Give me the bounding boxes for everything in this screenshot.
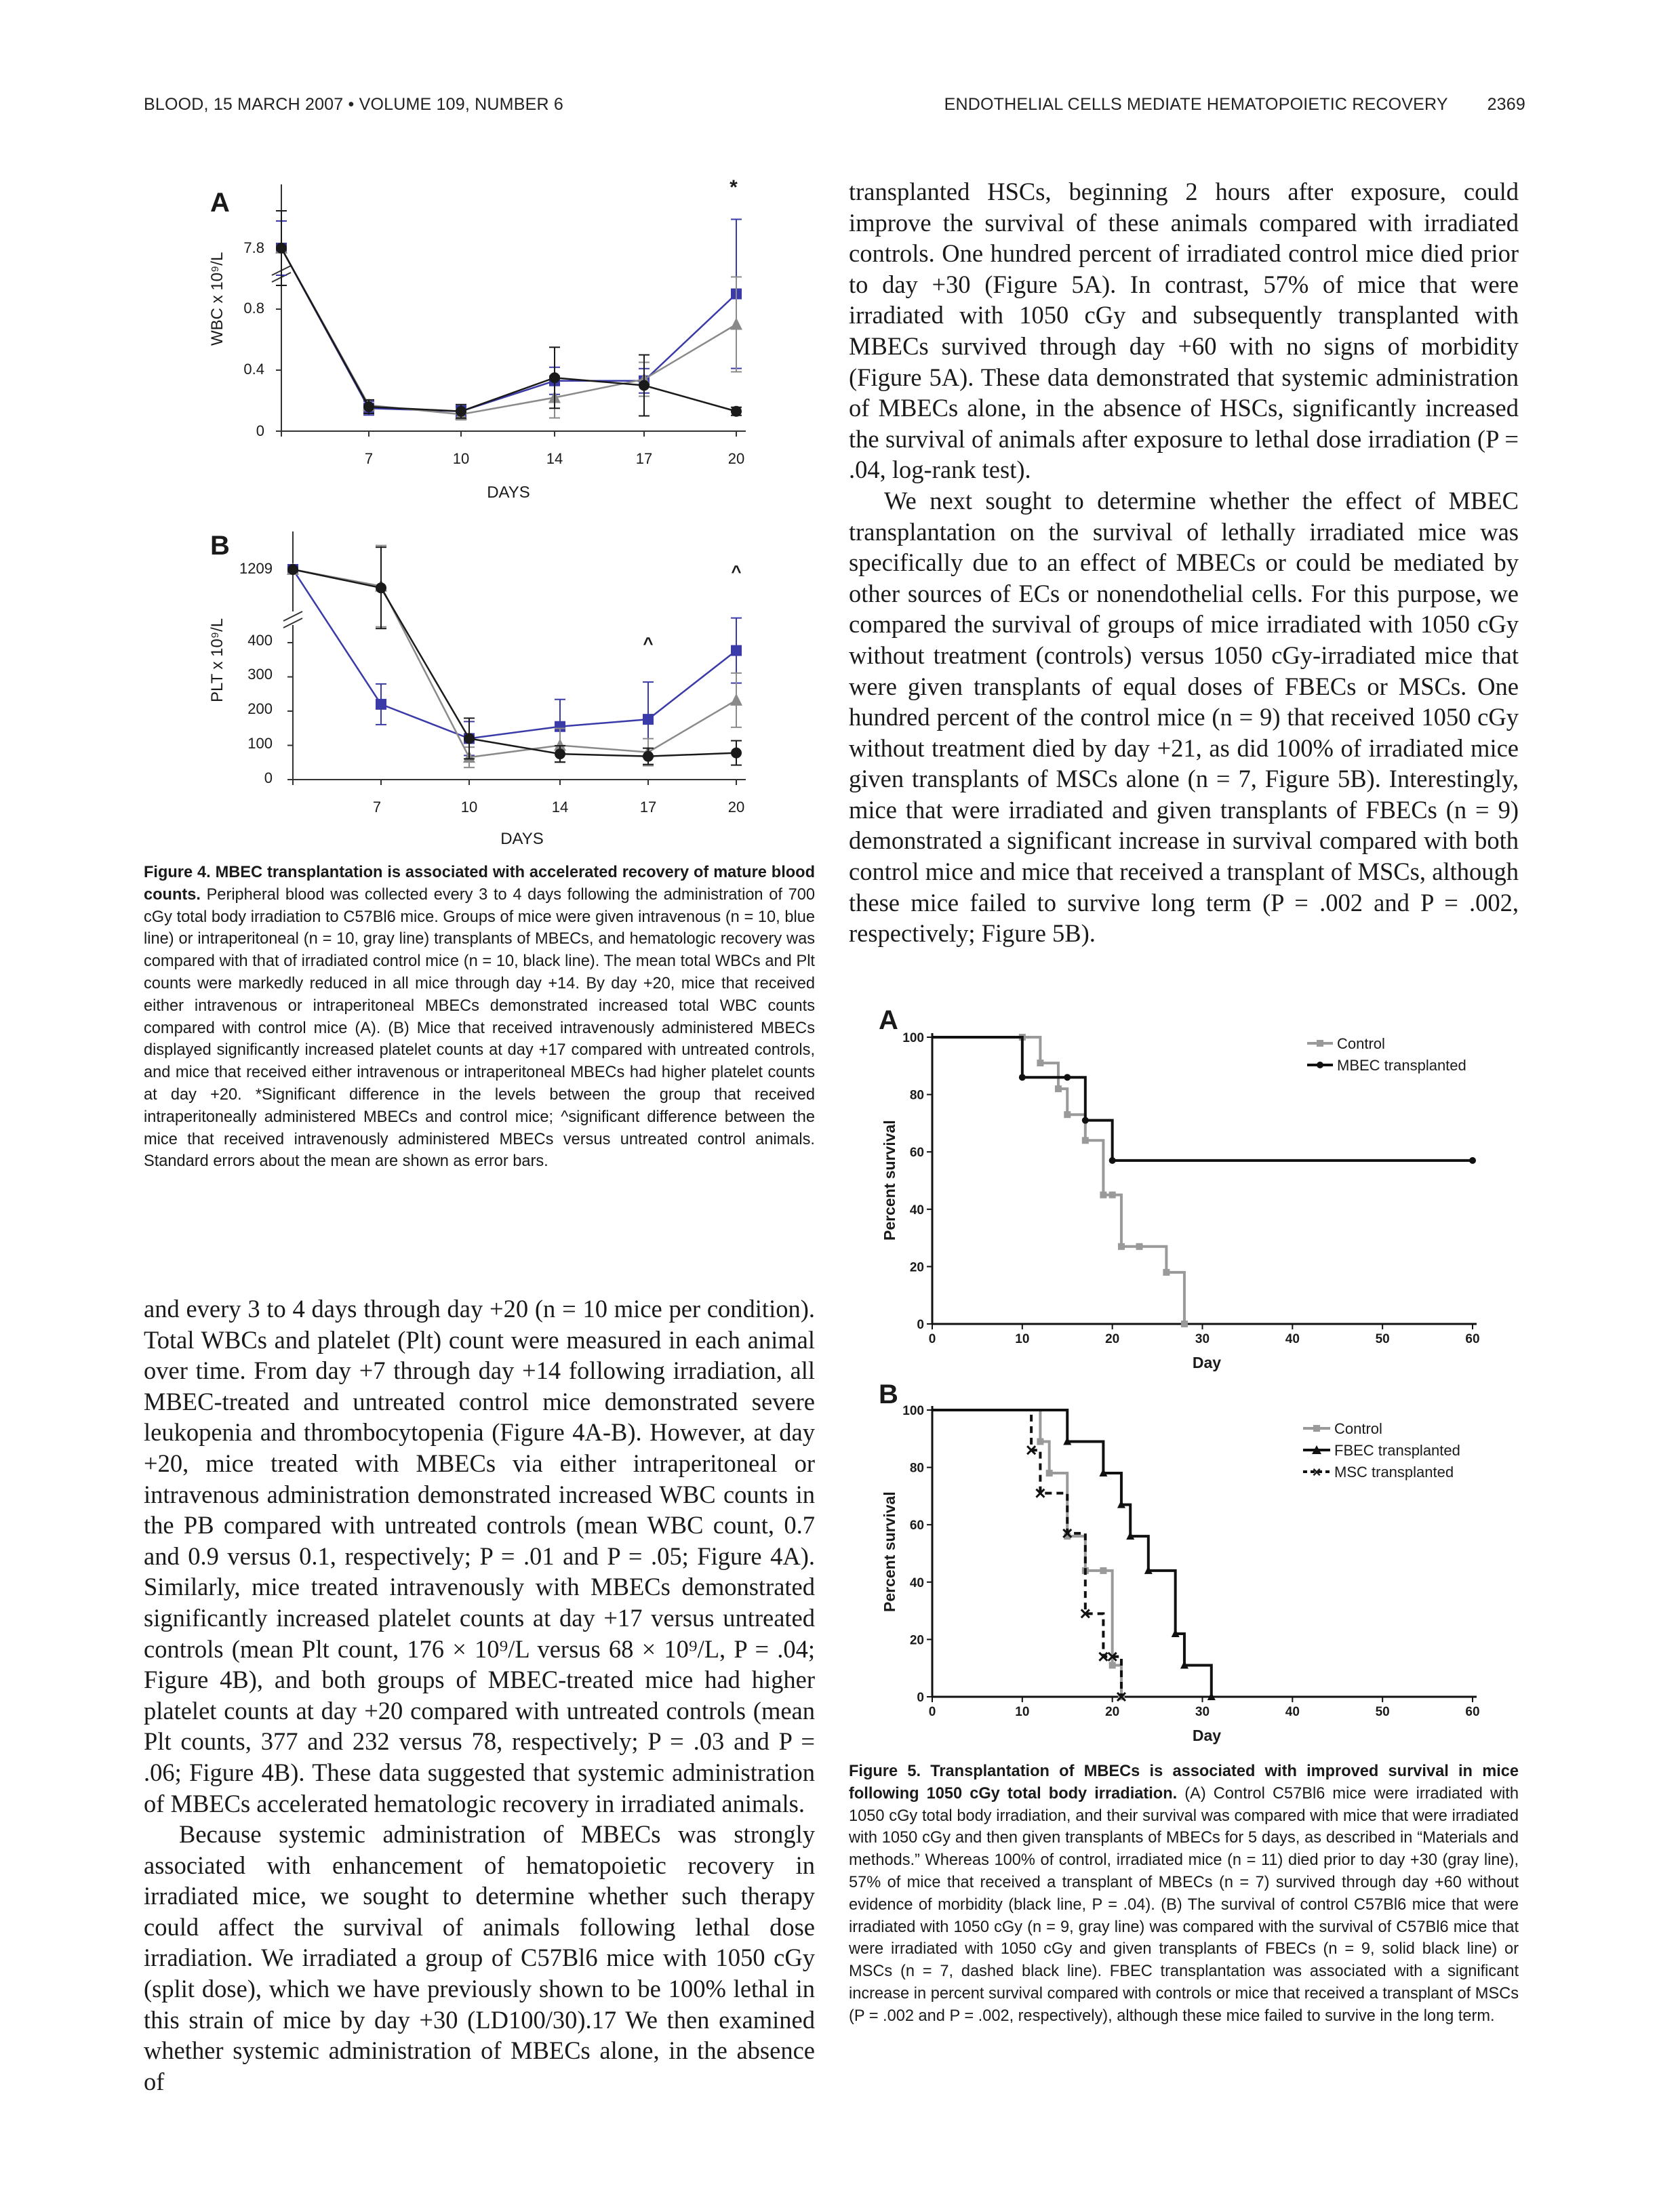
x-tick-label: 20 xyxy=(1105,1705,1120,1719)
legend-marker-msc: × xyxy=(1312,1464,1321,1481)
y-tick-label: 80 xyxy=(909,1088,924,1103)
x-axis-label-4b: DAYS xyxy=(500,830,544,848)
figure-5-caption-body: (A) Control C57Bl6 mice were irradiated with 1050 cGy total body irradiation, and their survival was compared with mice that were irradiated with 1050 cGy and then given transplants of MBECs for 5 days, as described in “Materials and methods.” Whereas 100% of control, irradiated mice (n = 11) died prior to day +30 (gray line), 57% of mice that received a transplant of MBECs (n = 7) survived through day +60 without evidence of morbidity (black line, P = .04). (B) The survival of control C57Bl6 mice that were irradiated with 1050 cGy (n = 9, gray line) was compared with the survival of C57Bl6 mice that were irradiated with 1050 cGy and given transplants of FBECs (n = 9, solid black line) or MSCs (n = 7, dashed black line). FBEC transplantation was associated with a significant increase in percent survival compared with controls or mice that received a transplant of MSCs (P = .002 and P = .002, respectively), although these mice failed to survive in the long term. xyxy=(849,1784,1519,2025)
y-tick-label: 100 xyxy=(902,1404,924,1418)
censor-marker xyxy=(1046,1470,1053,1476)
running-head-title: ENDOTHELIAL CELLS MEDIATE HEMATOPOIETIC RECOVERY xyxy=(944,95,1448,114)
censor-marker xyxy=(1100,1192,1106,1199)
x-tick-label: 30 xyxy=(1195,1705,1210,1719)
censor-marker xyxy=(1118,1243,1125,1250)
x-tick-4b: 14 xyxy=(551,799,569,816)
y-tick-label: 20 xyxy=(909,1633,924,1648)
legend-label: Control xyxy=(1337,1035,1385,1052)
legend-label: FBEC transplanted xyxy=(1334,1442,1460,1459)
censor-marker xyxy=(1109,1662,1116,1668)
survival-curve xyxy=(932,1410,1212,1697)
x-tick-4a: 10 xyxy=(452,450,470,467)
y-tick-label: 60 xyxy=(909,1146,924,1161)
x-tick-4b: 10 xyxy=(460,799,478,816)
x-axis-label-5b: Day xyxy=(1192,1727,1222,1744)
censor-marker xyxy=(1037,1439,1043,1445)
y-tick-label: 0 xyxy=(917,1691,924,1705)
x-tick-label: 40 xyxy=(1285,1705,1300,1719)
legend-marker-control xyxy=(1317,1040,1323,1047)
censor-marker xyxy=(1469,1157,1476,1164)
axis-ticks-5a xyxy=(902,1031,1479,1346)
plot-area-5b xyxy=(932,1410,1216,1701)
x-tick-label: 0 xyxy=(928,1705,936,1719)
paragraph: transplanted HSCs, beginning 2 hours after exposure, could improve the survival of these animals compared with irradiated controls. One hundred percent of irradiated control mice died prior to day +30 (Figure 5A). In contrast, 57% of mice that were irradiated with 1050 cGy and subsequently transplanted with MBECs survived through day +60 with no signs of morbidity (Figure 5A). These data demonstrated that systemic administration of MBECs alone, in the absence of HSCs, significantly increased the survival of animals after exposure to lethal dose irradiation (P = .04, log-rank test). xyxy=(849,178,1519,484)
page-number: 2369 xyxy=(1487,95,1525,114)
significance-mark-4b-day20: ^ xyxy=(731,561,742,582)
legend-marker-mbec xyxy=(1317,1062,1323,1068)
censor-marker xyxy=(1055,1085,1062,1092)
x-tick-label: 60 xyxy=(1465,1705,1480,1719)
x-tick-label: 50 xyxy=(1375,1332,1390,1346)
figure-4-caption-title: Figure 4. MBEC transplantation is associated with accelerated recovery of mature blood counts. xyxy=(144,864,815,904)
figure-5-caption xyxy=(849,1761,1519,2028)
panel-letter-5a: A xyxy=(879,1005,898,1035)
x-tick-label: 50 xyxy=(1375,1705,1390,1719)
y-tick-4b: 200 xyxy=(247,700,273,717)
y-tick-4a: 0.4 xyxy=(243,361,264,378)
x-tick-label: 10 xyxy=(1015,1705,1030,1719)
y-axis-label-5b: Percent survival xyxy=(881,1491,898,1612)
x-tick-4b: 20 xyxy=(727,799,745,816)
y-tick-4a: 0 xyxy=(256,422,264,439)
y-tick-4b: 300 xyxy=(247,666,273,683)
x-tick-label: 0 xyxy=(928,1332,936,1346)
x-tick-label: 60 xyxy=(1465,1332,1480,1346)
censor-marker xyxy=(1064,1111,1071,1118)
x-tick-4a: 14 xyxy=(546,450,563,467)
x-axis-label-5a: Day xyxy=(1192,1354,1222,1371)
x-tick-label: 20 xyxy=(1105,1332,1120,1346)
y-tick-label: 40 xyxy=(909,1203,924,1218)
y-tick-4a: 0.8 xyxy=(243,300,264,317)
legend-5b xyxy=(1303,1420,1460,1481)
x-tick-label: 10 xyxy=(1015,1332,1030,1346)
x-tick-4b: 17 xyxy=(639,799,657,816)
y-tick-label: 80 xyxy=(909,1461,924,1476)
legend-marker-control xyxy=(1313,1425,1320,1432)
figure-5-caption-title: Figure 5. Transplantation of MBECs is associated with improved survival in mice following 1050 cGy total body irradiation. xyxy=(849,1763,1519,1803)
censor-marker xyxy=(1082,1137,1089,1144)
censor-marker xyxy=(1109,1192,1116,1199)
paragraph: Because systemic administration of MBECs was strongly associated with enhancement of hematopoietic recovery in irradiated mice, we sought to determine whether such therapy could affect the survival of animals following lethal dose irradiation. We irradiated a group of C57Bl6 mice with 1050 cGy (split dose), which we have previously shown to be 100% lethal in this strain of mice by day +30 (LD100/30).17 We then examined whether systemic administration of MBECs alone, in the absence of xyxy=(144,1820,815,2095)
censor-marker xyxy=(1109,1157,1116,1164)
censor-marker xyxy=(1082,1117,1089,1124)
x-tick-4a: 17 xyxy=(635,450,653,467)
x-tick-4a: 7 xyxy=(364,450,374,467)
censor-marker xyxy=(1181,1321,1188,1327)
panel-letter-5b: B xyxy=(879,1380,898,1409)
y-tick-4b: 400 xyxy=(247,632,273,649)
censor-marker xyxy=(1136,1243,1143,1250)
panel-letter-4a: A xyxy=(210,188,230,218)
survival-curve xyxy=(932,1037,1184,1324)
legend-label: MSC transplanted xyxy=(1334,1464,1454,1481)
y-tick-label: 60 xyxy=(909,1519,924,1533)
paragraph: and every 3 to 4 days through day +20 (n = 10 mice per condition). Total WBCs and platelet (Plt) count were measured in each animal over time. From day +7 through day +14 following irradiation, all MBEC-treated and untreated control mice demonstrated severe leukopenia and thrombocytopenia (Figure 4A-B). However, at day +20, mice treated with MBECs via either intraperitoneal or intravenous administration demonstrated increased WBC counts in the PB compared with untreated controls (mean WBC count, 0.7 and 0.9 versus 0.1, respectively; P = .01 and P = .05; Figure 4A). Similarly, mice treated intravenously with MBECs demonstrated significantly increased platelet counts at day +17 versus untreated controls (mean Plt count, 176 × 10⁹/L versus 68 × 10⁹/L, P = .04; Figure 4B), and both groups of MBEC-treated mice had higher platelet counts at day +20 compared with untreated controls (mean Plt counts, 377 and 232 versus 78, respectively; P = .03 and P = .06; Figure 4B). These data suggested that systemic administration of MBECs accelerated hematologic recovery in irradiated animals. xyxy=(144,1295,815,1817)
censor-marker xyxy=(1019,1074,1026,1081)
plot-area-5a xyxy=(932,1034,1476,1327)
survival-curve xyxy=(932,1037,1473,1161)
running-head-left: BLOOD, 15 MARCH 2007 • VOLUME 109, NUMBER 6 xyxy=(144,95,563,114)
legend-label: Control xyxy=(1334,1420,1382,1437)
y-tick-label: 100 xyxy=(902,1031,924,1045)
legend-label: MBEC transplanted xyxy=(1337,1057,1466,1074)
censor-marker xyxy=(1163,1269,1170,1276)
y-axis-label-4b: PLT x 10⁹/L xyxy=(208,618,226,702)
x-tick-label: 40 xyxy=(1285,1332,1300,1346)
x-tick-4b: 7 xyxy=(372,799,382,816)
y-tick-4b: 100 xyxy=(247,735,273,752)
y-tick-4a: 7.8 xyxy=(243,239,264,256)
significance-mark-4b-day17: ^ xyxy=(643,633,654,653)
x-tick-label: 30 xyxy=(1195,1332,1210,1346)
figure-4-caption-body: Peripheral blood was collected every 3 to 4 days following the administration of 700 cGy total body irradiation to C57Bl6 mice. Groups of mice were given intravenous (n = 10, blue line) or intraperitoneal (n = 10, gray line) transplants of MBECs, and hematologic recovery was compared with that of irradiated control mice (n = 10, black line). The mean total WBCs and Plt counts were markedly reduced in all mice through day +14. By day +20, mice that received either intravenous or intraperitoneal MBECs demonstrated increased total WBC counts compared with control mice (A). (B) Mice that received intravenously administered MBECs displayed significantly increased platelet counts at day +17 compared with untreated controls, and mice that received either intravenous or intraperitoneal MBECs had higher platelet counts at day +20. *Significant difference in the levels between the group that received intraperitoneally administered MBECs and control mice; ^significant difference between the mice that received intravenously administered MBECs versus untreated control animals. Standard errors about the mean are shown as error bars. xyxy=(144,885,815,1171)
censor-marker xyxy=(1037,1060,1043,1066)
significance-mark-4a: * xyxy=(730,176,738,199)
x-tick-4a: 20 xyxy=(727,450,745,467)
legend-5a xyxy=(1307,1035,1466,1074)
y-tick-label: 0 xyxy=(917,1318,924,1332)
panel-letter-4b: B xyxy=(210,531,230,561)
x-axis-label-4a: DAYS xyxy=(487,483,530,502)
paragraph: We next sought to determine whether the effect of MBEC transplantation on the survival of lethally irradiated mice was specifically due to an effect of MBECs or could be mediated by other sources of ECs or nonendothelial cells. For this purpose, we compared the survival of groups of mice irradiated with 1050 cGy without treatment (controls) versus 1050 cGy-irradiated mice that were given transplants of equal doses of FBECs or MSCs. One hundred percent of the control mice (n = 9) that received 1050 cGy without treatment died by day +21, as did 100% of irradiated mice given transplants of MSCs alone (n = 7, Figure 5B). Interestingly, mice that were irradiated and given transplants of FBECs (n = 9) demonstrated a significant increase in survival compared with both control mice and mice that received a transplant of MSCs, although these mice failed to survive long term (P = .002 and P = .002, respectively; Figure 5B). xyxy=(849,486,1519,948)
y-axis-label-5a: Percent survival xyxy=(881,1120,898,1241)
censor-marker xyxy=(1064,1074,1071,1081)
y-tick-4b: 1209 xyxy=(239,560,273,577)
y-tick-label: 40 xyxy=(909,1575,924,1590)
survival-curve xyxy=(932,1410,1121,1697)
y-tick-label: 20 xyxy=(909,1260,924,1275)
survival-curve xyxy=(932,1410,1121,1697)
censor-marker xyxy=(1100,1567,1106,1574)
y-axis-label-4a: WBC x 10⁹/L xyxy=(208,252,226,346)
y-tick-4b: 0 xyxy=(264,769,273,786)
